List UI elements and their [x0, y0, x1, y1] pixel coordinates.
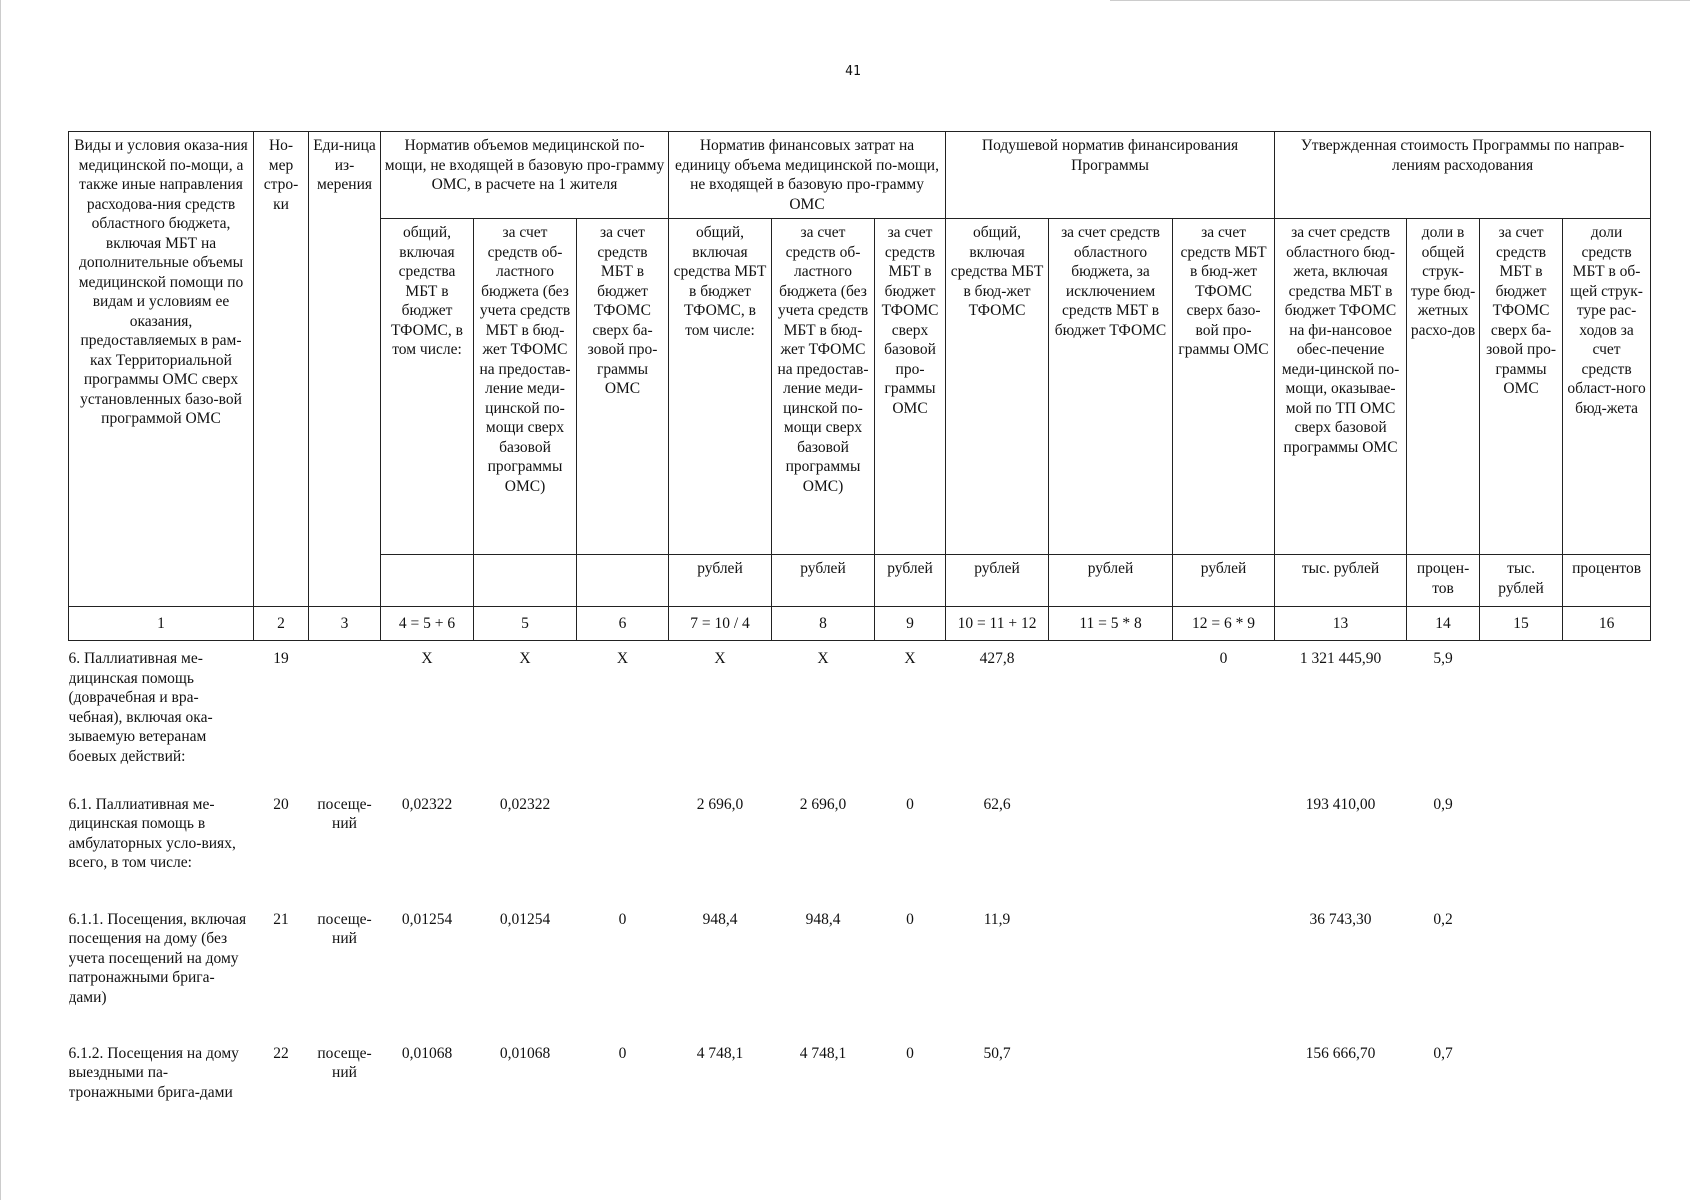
cell-c7: 948,4	[702, 910, 738, 928]
header-line-number: Но-мер стро-ки	[254, 132, 309, 607]
header-per-capita-norm: Подушевой норматив финансирования Программы	[946, 132, 1275, 219]
table-row	[69, 641, 1651, 787]
unit-cell: рублей	[1049, 555, 1173, 607]
cell-c16	[1563, 641, 1651, 787]
unit-cell: тыс. рублей	[1275, 555, 1407, 607]
cell-c4: 0,02322	[401, 795, 453, 813]
cell-c10: 427,8	[979, 650, 1015, 667]
cell-c4: X	[421, 650, 433, 667]
cell-c7: X	[714, 650, 726, 667]
cell-c8: 948,4	[805, 910, 841, 928]
header-unit: Еди-ница из-мерения	[309, 132, 381, 607]
cell-c16	[1563, 1036, 1651, 1146]
header-cost-norm: Норматив финансовых затрат на единицу объема медицинской по-мощи, не входящей в базовую про-грамму ОМС	[669, 132, 946, 219]
cell-c9: 0	[906, 910, 914, 928]
cell-c14: 5,9	[1433, 650, 1453, 667]
subheader-cell: за счет средств МБТ в бюджет ТФОМС сверх ба-зовой про-граммы ОМС	[577, 219, 669, 555]
cell-line: 22	[273, 1044, 289, 1062]
cell-c16	[1563, 902, 1651, 1036]
cell-c9: X	[904, 650, 916, 667]
cell-c8: 4 748,1	[799, 1044, 847, 1062]
cell-unit: посеще-ний	[317, 1044, 372, 1081]
unit-cell	[474, 555, 577, 607]
cell-c13: 1 321 445,90	[1299, 650, 1382, 667]
cell-c5: X	[519, 650, 531, 667]
column-number: 2	[254, 607, 309, 641]
page-number: 41	[845, 64, 861, 79]
cell-unit	[309, 641, 381, 787]
column-number: 14	[1407, 607, 1480, 641]
column-number: 12 = 6 * 9	[1173, 607, 1275, 641]
unit-cell: рублей	[669, 555, 772, 607]
subheader-cell: за счет средств об-ластного бюджета (без учета средств МБТ в бюд-жет ТФОМС на предостав-ление меди-цинской по-мощи сверх базовой программы ОМС)	[474, 219, 577, 555]
subheader-cell: общий, включая средства МБТ в бюд-жет ТФОМС	[946, 219, 1049, 555]
cell-c12	[1173, 1036, 1275, 1146]
column-number: 15	[1480, 607, 1563, 641]
cell-c15	[1480, 641, 1563, 787]
unit-cell: рублей	[772, 555, 875, 607]
column-number: 6	[577, 607, 669, 641]
cell-c5: 0,01254	[499, 910, 551, 928]
cell-c7: 2 696,0	[696, 795, 744, 813]
unit-cell: процентов	[1563, 555, 1651, 607]
cell-unit: посеще-ний	[317, 910, 372, 947]
cell-c5: 0,02322	[499, 795, 551, 813]
column-number: 3	[309, 607, 381, 641]
row-label: 6.1.1. Посещения, включая посещения на дому (без учета посещений на дому патронажными брига-дами)	[68, 910, 247, 1006]
cell-c8: 2 696,0	[799, 795, 847, 813]
subheader-cell: общий, включая средства МБТ в бюджет ТФОМС, в том числе:	[381, 219, 474, 555]
column-number: 5	[474, 607, 577, 641]
column-number: 9	[875, 607, 946, 641]
cell-line: 20	[273, 795, 289, 813]
cell-c4: 0,01068	[401, 1044, 453, 1062]
subheader-cell: за счет средств областного бюджета, за исключением средств МБТ в бюджет ТФОМС	[1049, 219, 1173, 555]
header-volume-norm: Норматив объемов медицинской по-мощи, не входящей в базовую про-грамму ОМС, в расчете на 1 жителя	[381, 132, 669, 219]
subheader-cell: за счет средств об-ластного бюджета (без учета средств МБТ в бюд-жет ТФОМС на предостав-ление меди-цинской по-мощи сверх базовой программы ОМС)	[772, 219, 875, 555]
subheader-cell: доли средств МБТ в об-щей струк-туре рас-ходов за счет средств област-ного бюд-жета	[1563, 219, 1651, 555]
subheader-cell: за счет средств МБТ в бюджет ТФОМС сверх ба-зовой про-граммы ОМС	[1480, 219, 1563, 555]
subheader-cell: доли в общей струк-туре бюд-жетных расхо-дов	[1407, 219, 1480, 555]
cell-c9: 0	[906, 1044, 914, 1062]
cell-c15	[1480, 787, 1563, 902]
cell-c11	[1049, 902, 1173, 1036]
header-numbering-row	[69, 607, 1651, 641]
cell-c10: 62,6	[983, 795, 1011, 813]
row-label: 6.1. Паллиативная ме-дицинская помощь в амбулаторных усло-виях, всего, в том числе:	[68, 795, 236, 871]
unit-cell: рублей	[946, 555, 1049, 607]
cell-c15	[1480, 1036, 1563, 1146]
cell-c10: 11,9	[983, 910, 1011, 928]
cell-c8: X	[817, 650, 829, 667]
column-number: 1	[69, 607, 254, 641]
column-number: 10 = 11 + 12	[946, 607, 1049, 641]
cell-c12	[1173, 787, 1275, 902]
cell-c12	[1173, 902, 1275, 1036]
column-number: 11 = 5 * 8	[1049, 607, 1173, 641]
cell-unit: посеще-ний	[317, 795, 372, 832]
scan-edge-line	[0, 0, 1, 1200]
table-row	[69, 1036, 1651, 1146]
unit-cell	[381, 555, 474, 607]
cell-c16	[1563, 787, 1651, 902]
column-number: 13	[1275, 607, 1407, 641]
column-number: 7 = 10 / 4	[669, 607, 772, 641]
cell-c13: 193 410,00	[1305, 795, 1376, 813]
program-cost-table	[68, 131, 1651, 1146]
unit-cell: рублей	[875, 555, 946, 607]
column-number: 4 = 5 + 6	[381, 607, 474, 641]
unit-cell: рублей	[1173, 555, 1275, 607]
cell-c14: 0,9	[1433, 795, 1453, 813]
unit-cell	[577, 555, 669, 607]
cell-c7: 4 748,1	[696, 1044, 744, 1062]
cell-c15	[1480, 902, 1563, 1036]
subheader-cell: за счет средств областного бюд-жета, включая средства МБТ в бюджет ТФОМС на фи-нансовое обес-печение меди-цинской по-мощи, оказывае-мой по ТП ОМС сверх базовой программы ОМС	[1275, 219, 1407, 555]
cell-c14: 0,2	[1433, 910, 1453, 928]
subheader-cell: за счет средств МБТ в бюд-жет ТФОМС сверх базо-вой про-граммы ОМС	[1173, 219, 1275, 555]
header-approved-cost: Утвержденная стоимость Программы по направ-лениям расходования	[1275, 132, 1651, 219]
scan-top-line	[1110, 0, 1690, 1]
cell-c13: 156 666,70	[1305, 1044, 1376, 1062]
table-row	[69, 787, 1651, 902]
cell-c13: 36 743,30	[1309, 910, 1372, 928]
cell-c6: 0	[618, 1044, 627, 1062]
row-label: 6.1.2. Посещения на дому выездными па-тронажными брига-дами	[68, 1044, 239, 1101]
header-types-of-care: Виды и условия оказа-ния медицинской по-мощи, а также иные направления расходова-ния средств областного бюджета, включая МБТ на дополнительные объемы медицинской помощи по видам и условиям ее оказания, предоставляемых в рам-ках Территориальной программы ОМС сверх установленных базо-вой программой ОМС	[69, 132, 254, 607]
cell-c14: 0,7	[1433, 1044, 1453, 1062]
cell-c6	[577, 787, 669, 902]
cell-line: 19	[273, 650, 289, 667]
unit-cell: тыс. рублей	[1480, 555, 1563, 607]
column-number: 16	[1563, 607, 1651, 641]
row-label: 6. Паллиативная ме-дицинская помощь (доврачебная и вра-чебная), включая ока-зываемую ветеранам боевых действий:	[68, 650, 213, 765]
cell-c5: 0,01068	[499, 1044, 551, 1062]
cell-c6: 0	[618, 910, 627, 928]
cell-line: 21	[273, 910, 289, 928]
column-number: 8	[772, 607, 875, 641]
cell-c9: 0	[906, 795, 914, 813]
unit-cell: процен-тов	[1407, 555, 1480, 607]
header-group-row	[69, 132, 1651, 219]
cell-c12: 0	[1219, 650, 1228, 667]
cell-c6: X	[616, 650, 629, 667]
cell-c11	[1049, 787, 1173, 902]
subheader-cell: общий, включая средства МБТ в бюджет ТФОМС, в том числе:	[669, 219, 772, 555]
cell-c4: 0,01254	[401, 910, 453, 928]
cell-c11	[1049, 641, 1173, 787]
cell-c11	[1049, 1036, 1173, 1146]
subheader-cell: за счет средств МБТ в бюджет ТФОМС сверх базовой про-граммы ОМС	[875, 219, 946, 555]
table-row	[69, 902, 1651, 1036]
cell-c10: 50,7	[983, 1044, 1011, 1062]
